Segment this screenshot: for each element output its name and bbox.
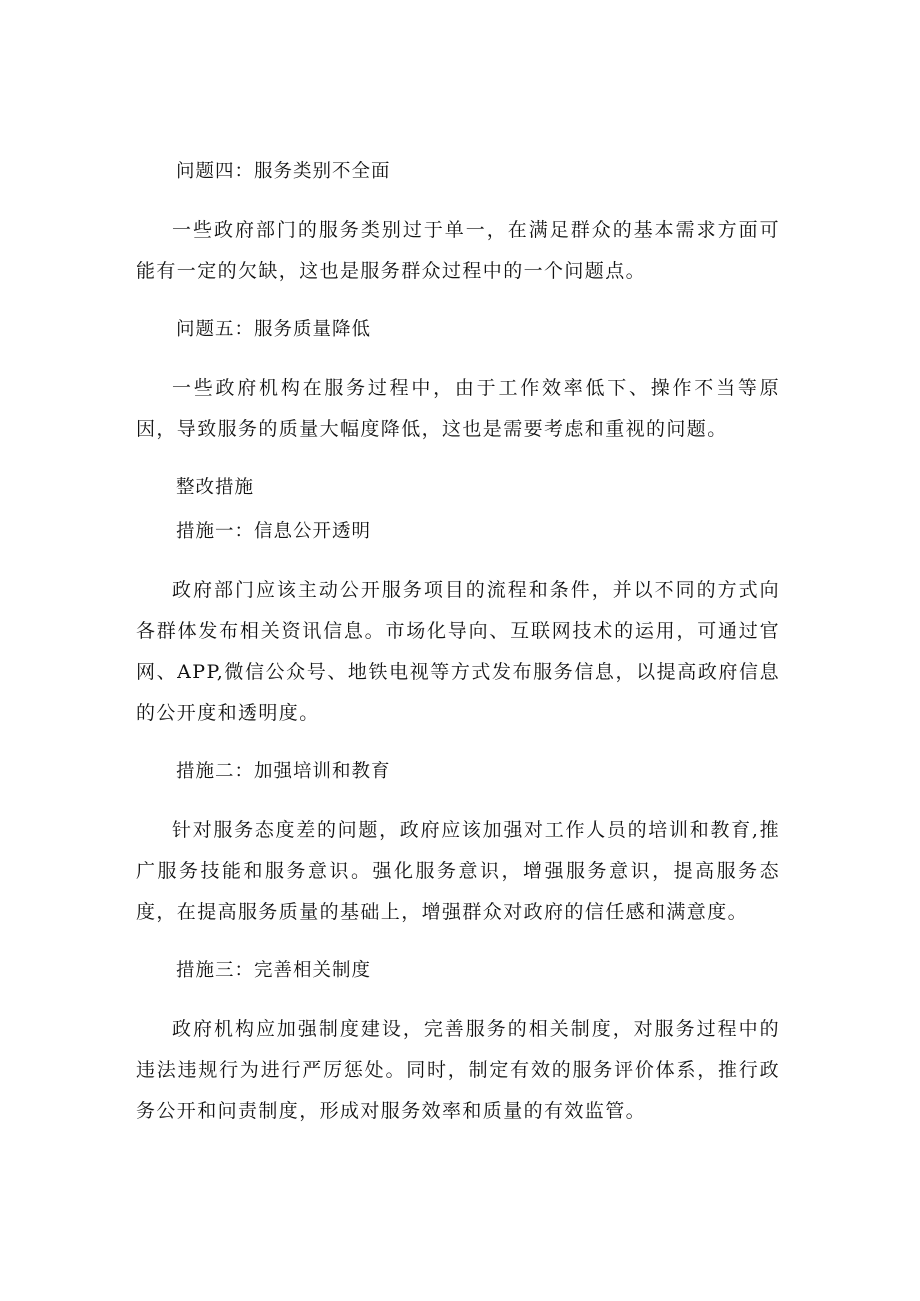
heading-problem-5: 问题五：服务质量降低 <box>176 319 372 340</box>
paragraph-measure-1: 政府部门应该主动公开服务项目的流程和条件，并以不同的方式向各群体发布相关资讯信息。市场化导向、互联网技术的运用，可通过官网、APP,微信公众号、地铁电视等方式发布服务信息，以提高政府信息的公开度和透明度。 <box>136 579 780 724</box>
heading-measure-1: 措施一：信息公开透明 <box>176 521 372 542</box>
paragraph-measure-3: 政府机构应加强制度建设，完善服务的相关制度，对服务过程中的违法违规行为进行严厉惩处。同时，制定有效的服务评价体系，推行政务公开和问责制度，形成对服务效率和质量的有效监管。 <box>136 1018 780 1122</box>
paragraph-problem-5: 一些政府机构在服务过程中，由于工作效率低下、操作不当等原因，导致服务的质量大幅度降低，这也是需要考虑和重视的问题。 <box>136 377 780 440</box>
paragraph-measure-2: 针对服务态度差的问题，政府应该加强对工作人员的培训和教育,推广服务技能和服务意识。强化服务意识，增强服务意识，提高服务态度，在提高服务质量的基础上，增强群众对政府的信任感和满意度。 <box>136 819 780 923</box>
heading-measure-2: 措施二：加强培训和教育 <box>176 761 391 782</box>
heading-measure-3: 措施三：完善相关制度 <box>176 960 372 981</box>
heading-problem-4: 问题四：服务类别不全面 <box>176 161 391 182</box>
heading-rectification-measures: 整改措施 <box>176 477 255 498</box>
paragraph-problem-4: 一些政府部门的服务类别过于单一，在满足群众的基本需求方面可能有一定的欠缺，这也是服务群众过程中的一个问题点。 <box>136 219 780 282</box>
document-body <box>136 150 780 1148</box>
